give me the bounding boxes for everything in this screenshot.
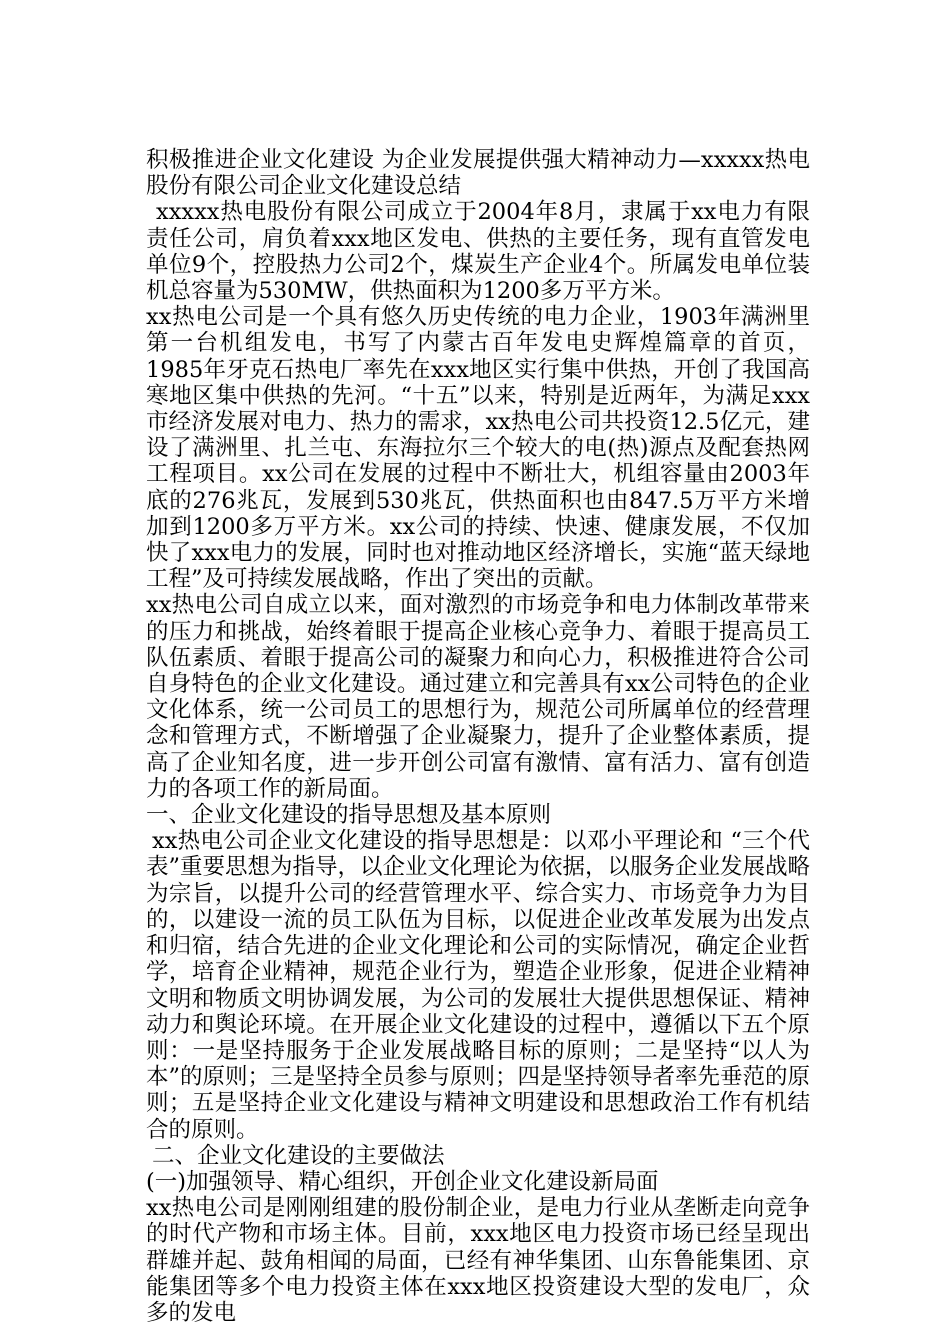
paragraph-guiding-thought: xx热电公司企业文化建设的指导思想是：以邓小平理论和 “三个代表”重要思想为指导，以企业文化理论为依据，以服务企业发展战略为宗旨，以提升公司的经营管理水平、综合实力、市场竞争力为目的，以建设一流的员工队伍为目标，以促进企业改革发展为出发点和归宿，结合先进的企业文化理论和公司的实际情况，确定企业哲学，培育企业精神，规范企业行为，塑造企业形象，促进企业精神文明和物质文明协调发展，为公司的发展壮大提供思想保证、精神动力和舆论环境。在开展企业文化建设的过程中，遵循以下五个原则：一是坚持服务于企业发展战略目标的原则；二是坚持“以人为本”的原则；三是坚持全员参与原则；四是坚持领导者率先垂范的原则；五是坚持企业文化建设与精神文明建设和思想政治工作有机结合的原则。 (146, 828, 811, 1143)
paragraph-market-context: xx热电公司是刚刚组建的股份制企业，是电力行业从垄断走向竞争的时代产物和市场主体。目前，xxx地区电力投资市场已经呈现出群雄并起、鼓角相闻的局面，已经有神华集团、山东鲁能集团、京能集团等多个电力投资主体在xxx地区投资建设大型的发电厂，众多的发电 (146, 1195, 810, 1326)
subsection-heading-leadership: (一)加强领导、精心组织，开创企业文化建设新局面 (146, 1168, 659, 1195)
section-heading-main-practices: 二、企业文化建设的主要做法 (152, 1142, 445, 1169)
section-heading-guiding-principles: 一、企业文化建设的指导思想及基本原则 (146, 802, 552, 829)
paragraph-company-history: xx热电公司是一个具有悠久历史传统的电力企业，1903年满洲里第一台机组发电，书写了内蒙古百年发电史辉煌篇章的首页，1985年牙克石热电厂率先在xxx地区实行集中供热，开创了我国高寒地区集中供热的先河。“十五”以来，特别是近两年，为满足xxx市经济发展对电力、热力的需求，xx热电公司共投资12.5亿元，建设了满洲里、扎兰屯、东海拉尔三个较大的电(热)源点及配套热网工程项目。xx公司在发展的过程中不断壮大，机组容量由2003年底的276兆瓦，发展到530兆瓦，供热面积也由847.5万平方米增加到1200多万平方米。xx公司的持续、快速、健康发展，不仅加快了xxx电力的发展，同时也对推动地区经济增长，实施“蓝天绿地工程”及可持续发展战略，作出了突出的贡献。 (146, 304, 810, 593)
paragraph-culture-building: xx热电公司自成立以来，面对激烈的市场竞争和电力体制改革带来的压力和挑战，始终着眼于提高企业核心竞争力、着眼于提高员工队伍素质、着眼于提高公司的凝聚力和向心力，积极推进符合公司自身特色的企业文化建设。通过建立和完善具有xx公司特色的企业文化体系，统一公司员工的思想行为，规范公司所属单位的经营理念和管理方式，不断增强了企业凝聚力，提升了企业整体素质，提高了企业知名度，进一步开创公司富有激情、富有活力、富有创造力的各项工作的新局面。 (146, 592, 810, 802)
paragraph-company-overview: xxxxx热电股份有限公司成立于2004年8月，隶属于xx电力有限责任公司，肩负着xxx地区发电、供热的主要任务，现有直管发电单位9个，控股热力公司2个，煤炭生产企业4个。所属发电单位装机总容量为530MW，供热面积为1200多万平方米。 (146, 199, 810, 305)
document-page (146, 147, 810, 1326)
document-title: 积极推进企业文化建设 为企业发展提供强大精神动力—xxxxx热电股份有限公司企业文化建设总结 (146, 147, 810, 200)
